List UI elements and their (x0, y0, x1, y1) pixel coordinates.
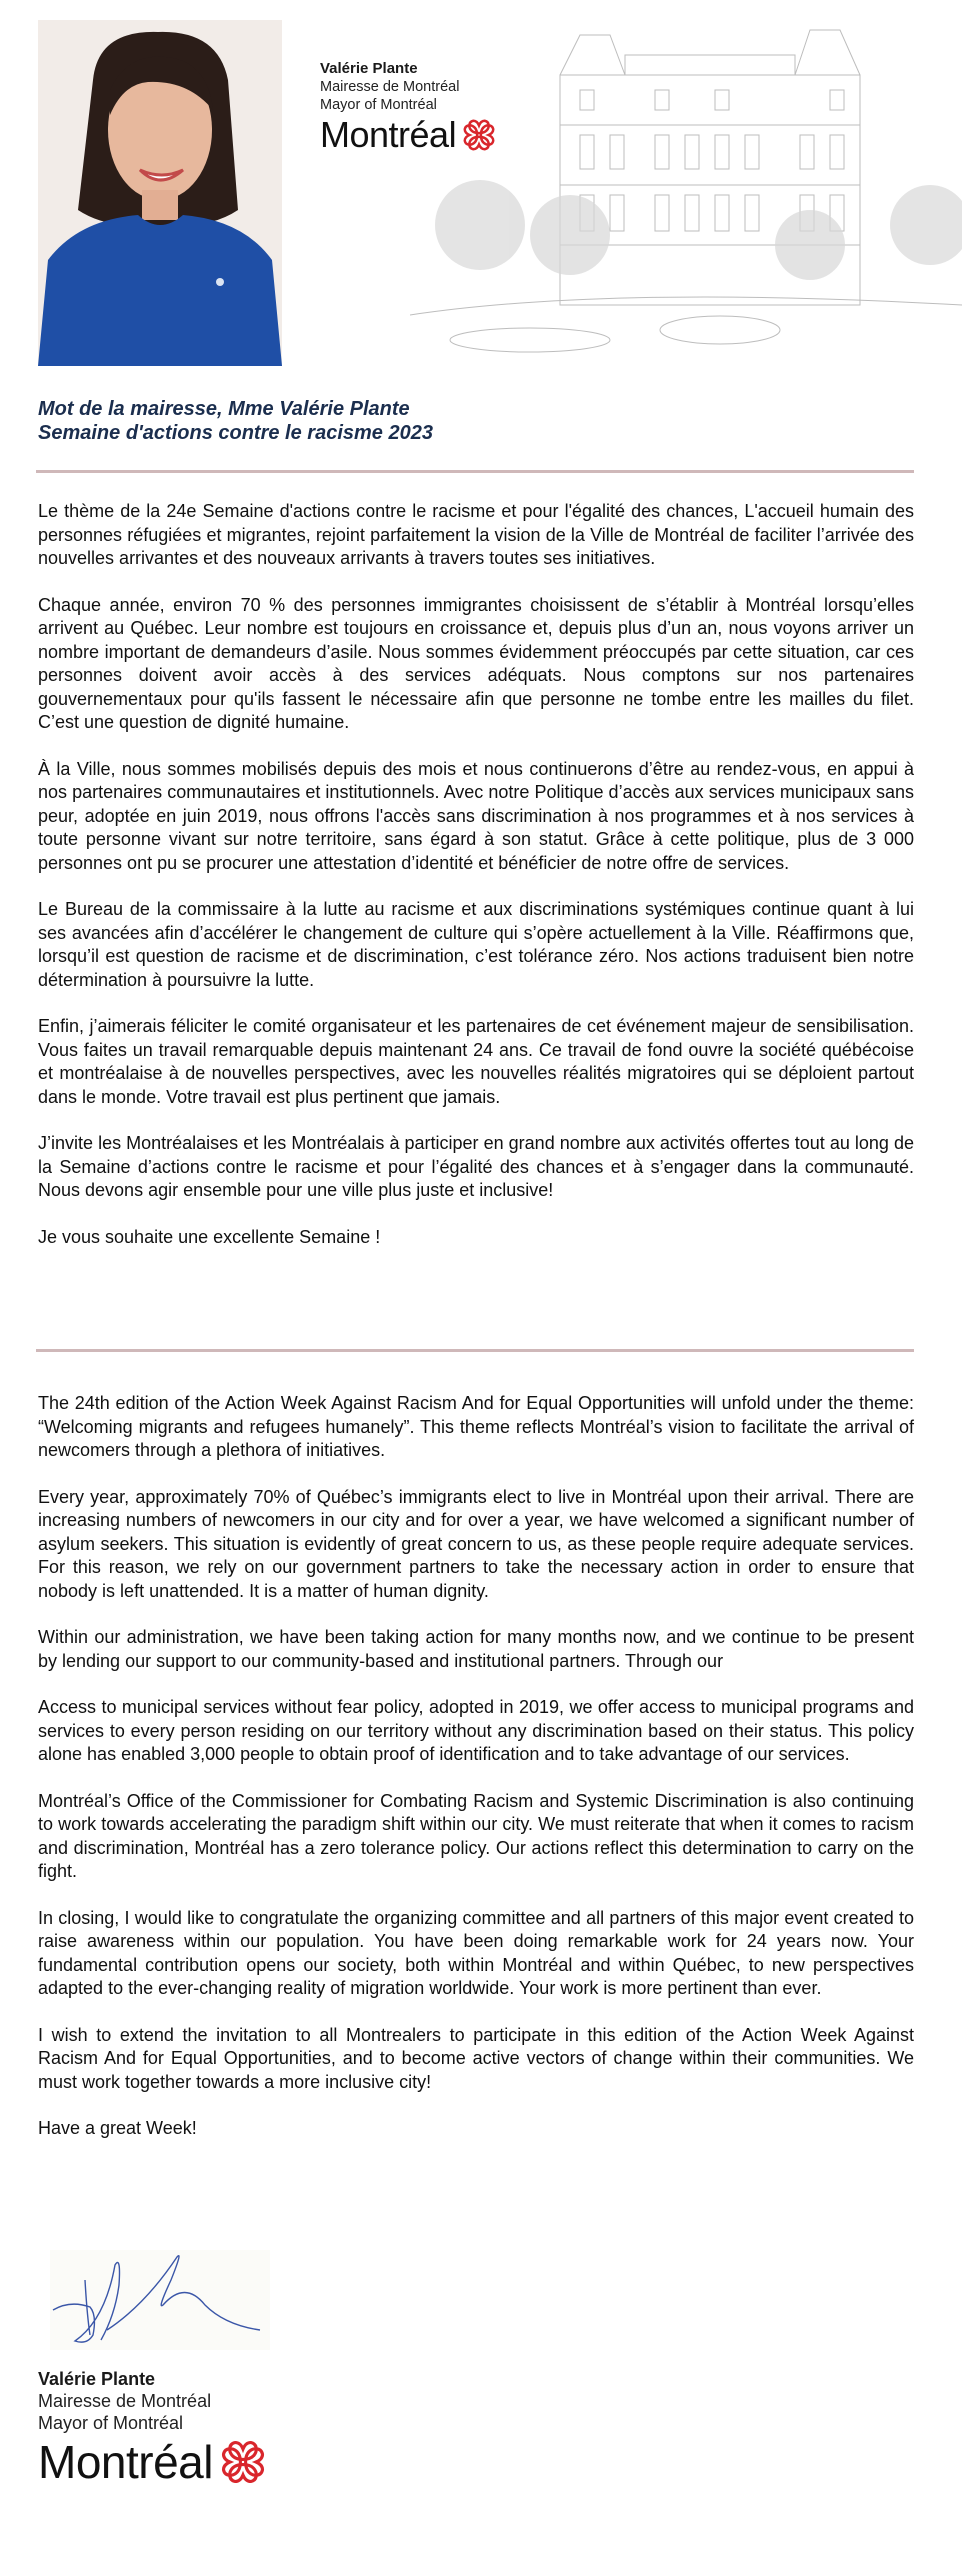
paragraph: Montréal’s Office of the Commissioner for Combating Racism and Systemic Discrimination is also continuing to work towards accelerating the paradigm shift within our city. We must reiterate that when it comes to racism and discrimination, Montréal has a zero tolerance policy. Our actions reflect this determination to carry on the fight. (38, 1790, 914, 1881)
paragraph: The 24th edition of the Action Week Against Racism And for Equal Opportunities will unfold under the theme: “Welcoming migrants and refugees humanely”. This theme reflects Montréal’s vision to facilitate the arrival of newcomers through a plethora of initiatives. (38, 1393, 914, 1460)
page-title (38, 397, 433, 445)
paragraph: Je vous souhaite une excellente Semaine ! (38, 1226, 381, 1247)
author-role-en: Mayor of Montréal (320, 97, 437, 113)
paragraph: Have a great Week! (38, 2118, 197, 2138)
title-line-1: Mot de la mairesse, Mme Valérie Plante (38, 398, 410, 420)
section-divider (36, 1349, 914, 1352)
montreal-logo (38, 2436, 269, 2488)
letter-header (0, 0, 962, 370)
paragraph: Within our administration, we have been taking action for many months now, and we continue to be present by lending our support to our community-based and institutional partners. Through our (38, 1627, 914, 1671)
paragraph: Access to municipal services without fear policy, adopted in 2019, we offer access to municipal programs and services to every person residing on our territory without any discrimination based on their status. This policy alone has enabled 3,000 people to obtain proof of identification and to take advantage of our services. (38, 1697, 914, 1764)
author-block-bottom (38, 2368, 269, 2488)
rosette-icon (217, 2436, 269, 2488)
paragraph: À la Ville, nous sommes mobilisés depuis des mois et nous continuerons d’être au rendez-vous, en appui à nos partenaires communautaires et institutionnels. Avec notre Politique d’accès aux services municipaux sans peur, adoptée en juin 2019, nous offrons l'accès sans discrimination à nos programmes et à nos services à toute personne vivant sur notre territoire, sans égard à son statut. Grâce à cette politique, plus de 3 000 personnes ont pu se procurer une attestation d’identité et bénéficier de notre offre de services. (38, 758, 914, 873)
city-hall-sketch (410, 15, 962, 360)
author-name: Valérie Plante (320, 60, 418, 77)
french-message (38, 500, 914, 1272)
paragraph: In closing, I would like to congratulate the organizing committee and all partners of this major event created to raise awareness within our population. You have been doing remarkable work for 24 years now. Your fundamental contribution opens our society, both within Montréal and within Québec, to new perspectives adapted to the ever-changing reality of migration worldwide. Your work is more pertinent than ever. (38, 1907, 914, 1998)
author-name: Valérie Plante (38, 2369, 156, 2389)
paragraph: I wish to extend the invitation to all Montrealers to participate in this edition of the Action Week Against Racism And for Equal Opportunities, and to become active vectors of change within their communities. We must work together towards a more inclusive city! (38, 2024, 914, 2092)
section-divider (36, 470, 914, 473)
handwritten-signature (45, 2245, 275, 2355)
logo-wordmark: Montréal (320, 114, 457, 155)
paragraph: J’invite les Montréalaises et les Montréalais à participer en grand nombre aux activités offertes tout au long de la Semaine d’actions contre le racisme et pour l’égalité des chances et à s’engager dans la communauté. Nous devons agir ensemble pour une ville plus juste et inclusive! (38, 1133, 914, 1200)
mayor-portrait (38, 20, 282, 366)
paragraph: Le Bureau de la commissaire à la lutte au racisme et aux discriminations systémiques continue quant à lui ses avancées afin d’accélérer le changement de culture qui s’opère actuellement à la Ville. Réaffirmons que, lorsqu’il est question de racisme et de discrimination, c’est tolérance zéro. Nos actions traduisent bien notre détermination à poursuivre la lutte. (38, 899, 914, 990)
logo-wordmark: Montréal (38, 2436, 213, 2488)
paragraph: Enfin, j’aimerais féliciter le comité organisateur et les partenaires de cet événement majeur de sensibilisation. Vous faites un travail remarquable depuis maintenant 24 ans. Ce travail de fond ouvre la société québécoise et montréalaise à de nouvelles perspectives, avec les nouvelles réalités migratoires qui se déploient partout dans le monde. Votre travail est plus pertinent que jamais. (38, 1016, 914, 1107)
author-role-fr: Mairesse de Montréal (320, 79, 460, 95)
paragraph: Chaque année, environ 70 % des personnes immigrantes choisissent de s’établir à Montréal lorsqu’elles arrivent au Québec. Leur nombre est toujours en croissance et, depuis plus d’un an, nous voyons arriver un nombre important de demandeurs d’asile. Nous sommes évidemment préoccupés par cette situation, car ces personnes doivent avoir accès à des services adéquats. Nous comptons sur nos partenaires gouvernementaux pour qu'ils fassent le nécessaire afin que personne ne tombe entre les mailles du filet. C’est une question de dignité humaine. (38, 594, 914, 732)
author-role-fr: Mairesse de Montréal (38, 2391, 212, 2411)
english-message (38, 1392, 914, 2164)
portrait-image (38, 20, 282, 366)
author-role-en: Mayor of Montréal (38, 2413, 184, 2433)
paragraph: Every year, approximately 70% of Québec’s immigrants elect to live in Montréal upon their arrival. There are increasing numbers of newcomers in our city and for over a year, we have welcomed a significant number of asylum seekers. This situation is evidently of great concern to us, as these people require adequate services. For this reason, we rely on our government partners to take the necessary action in order to ensure that nobody is left unattended. It is a matter of human dignity. (38, 1486, 914, 1601)
title-line-2: Semaine d'actions contre le racisme 2023 (38, 422, 433, 444)
paragraph: Le thème de la 24e Semaine d'actions contre le racisme et pour l'égalité des chances, L'accueil humain des personnes réfugiées et migrantes, rejoint parfaitement la vision de la Ville de Montréal de faciliter l’arrivée des nouvelles arrivantes et des nouveaux arrivants à travers toutes ses initiatives. (38, 501, 914, 568)
